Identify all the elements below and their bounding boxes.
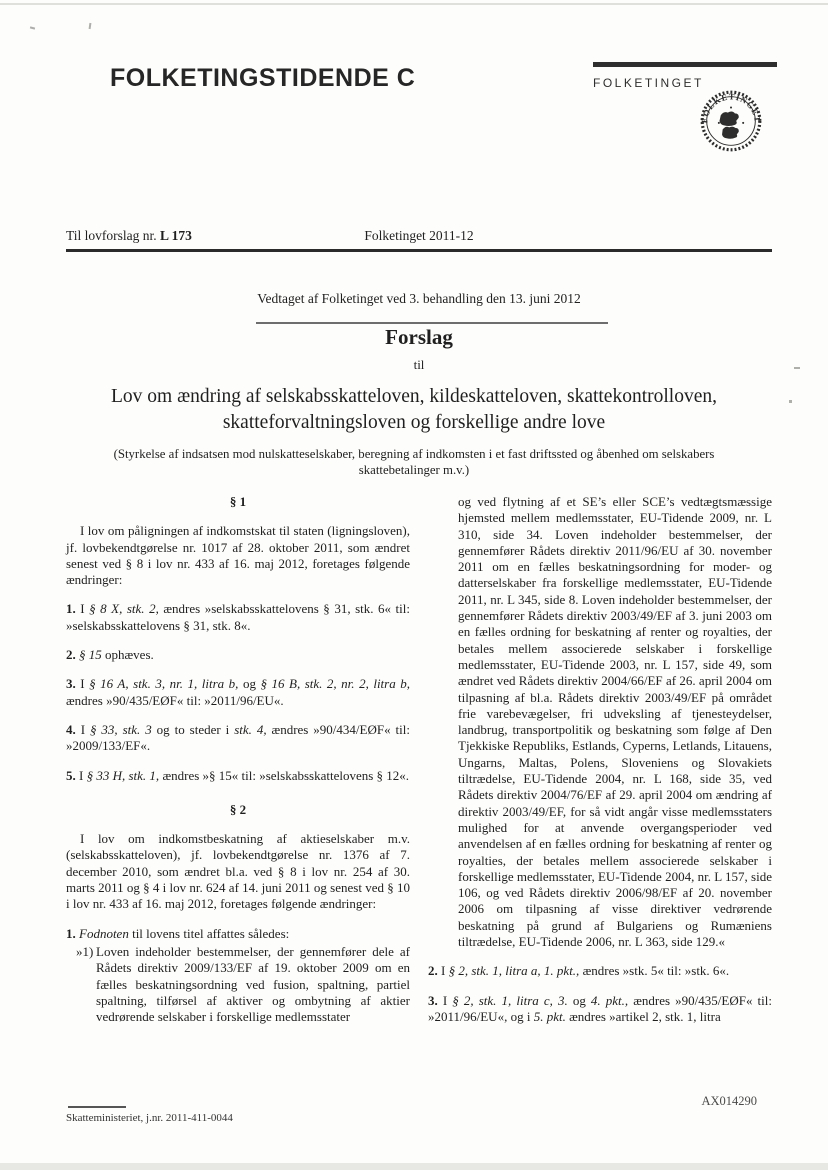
seal-text: FOLKETINGET bbox=[699, 91, 763, 124]
scan-artifact bbox=[789, 400, 792, 403]
section-1-intro: I lov om påligningen af indkomstskat til staten (ligningsloven), jf. lovbekendtgørelse nr. 1017 af 28. oktober 2011, som ændret senest ved § 8 i lov nr. 433 af 16. maj 2012, foretages følgende ændringer: bbox=[66, 523, 410, 588]
ministry-reference: Skatteministeriet, j.nr. 2011-411-0044 bbox=[66, 1112, 233, 1124]
document-code: AX014290 bbox=[701, 1094, 757, 1108]
section-2-intro: I lov om indkomstbeskatning af aktieselskaber m.v. (selskabsskatteloven), jf. lovbekendtgørelse nr. 1376 af 7. december 2010, som ændret bl.a. ved § 8 i lov nr. 254 af 30. marts 2011 og § 4 i lov nr. 624 af 14. juni 2011 og senest ved § 10 i lov nr. 433 af 16. maj 2012, foretages følgende ændringer: bbox=[66, 831, 410, 912]
scan-edge-strip bbox=[0, 1163, 828, 1170]
amendment-item: 2. I § 2, stk. 1, litra a, 1. pkt., ændres »stk. 5« til: »stk. 6«. bbox=[428, 963, 730, 979]
publisher-label: FOLKETINGET bbox=[593, 76, 704, 90]
amendment-item: 3. I § 16 A, stk. 3, nr. 1, litra b, og § 16 B, stk. 2, nr. 2, litra b, ændres »90/435/EØF« til: »2011/96/EU«. bbox=[66, 676, 410, 708]
amendment-item: 1. I § 8 X, stk. 2, ændres »selskabsskattelovens § 31, stk. 6« til: »selskabsskattelovens § 31, stk. 8«. bbox=[66, 601, 410, 633]
session-label: Folketinget 2011-12 bbox=[364, 228, 474, 243]
amendment-item: 5. I § 33 H, stk. 1, ændres »§ 15« til: »selskabsskattelovens § 12«. bbox=[66, 767, 410, 783]
section-1-heading: § 1 bbox=[229, 494, 247, 509]
scan-artifact bbox=[89, 23, 92, 29]
footer-rule bbox=[68, 1106, 126, 1108]
title-divider-line bbox=[256, 322, 608, 324]
law-title: Lov om ændring af selskabsskatteloven, kildeskatteloven, skattekontrolloven, skatteforvaltningsloven og forskellige andre love bbox=[110, 386, 717, 433]
amendment-item: 3. I § 2, stk. 1, litra c, 3. og 4. pkt., ændres »90/435/EØF« til: »2011/96/EU«, og i 5. pkt. ændres »artikel 2, stk. 1, litra bbox=[428, 992, 773, 1024]
masthead-title: FOLKETINGSTIDENDE C bbox=[110, 64, 416, 92]
proposal-connector: til bbox=[413, 357, 425, 372]
amendment-item: 1. Fodnoten til lovens titel affattes således: bbox=[66, 925, 290, 941]
law-subtitle: (Styrkelse af indsatsen mod nulskatteselskaber, beregning af indkomsten i et fast driftssted og åbenhed om selskabers skattebetalinger m.v.) bbox=[113, 447, 715, 477]
bill-reference-prefix: Til lovforslag nr. bbox=[66, 228, 157, 243]
footnote-marker: »1) bbox=[76, 943, 94, 959]
seal-lions-crest bbox=[718, 107, 744, 139]
header-bar bbox=[593, 62, 777, 67]
scan-edge-line bbox=[0, 3, 828, 5]
body-columns bbox=[66, 494, 772, 1025]
scan-artifact bbox=[30, 26, 35, 29]
header-rule bbox=[66, 249, 772, 252]
section-2-heading: § 2 bbox=[229, 801, 247, 817]
bill-number: L 173 bbox=[160, 228, 192, 243]
scan-artifact bbox=[794, 367, 800, 369]
footnote-block bbox=[66, 944, 410, 1025]
amendment-item: 2. § 15 ophæves. bbox=[66, 647, 154, 663]
amendment-item: 4. I § 33, stk. 3 og to steder i stk. 4, ændres »90/434/EØF« til: »2009/133/EF«. bbox=[66, 721, 410, 754]
footnote-text: Loven indeholder bestemmelser, der gennemfører dele af Rådets direktiv 2009/133/EF af 19. oktober 2009 om en fælles beskatningsordning ved fusion, spaltning, partiel spaltning, tilførsel af aktiver og ombytning af aktier vedrørende selskaber i forskellige medlemsstater bbox=[96, 943, 410, 1025]
footnote-continuation: og ved flytning af et SE’s eller SCE’s vedtægtsmæssige hjemsted mellem medlemsstater, EU-Tidende 2009, nr. L 310, side 34. Loven indeholder bestemmelser, der gennemfører Rådets direktiv 2011/96/EU af 30. november 2011 om en fælles beskatningsordning for moder- og datterselskaber fra forskellige medlemsstater, EU-Tidende 2011, nr. L 345, side 8. Loven indeholder bestemmelser, der gennemfører Rådets direktiv 2003/49/EF af 3. juni 2003 om en fælles ordning for beskatning af renter og royalties, der betales mellem associerede selskaber i forskellige medlemsstater, EU-Tidende 2003, nr. L 157, side 49, som ændret ved Rådets direktiv 2004/66/EF af 26. april 2004 om tilpasning af bl.a. Rådets direktiv 2003/49/EF på området frie varebevægelser, fri udveksling af tjenesteydelser, landbrug, transportpolitik og beskatning som følge af Den Tjekkiske Republiks, Estlands, Cyperns, Letlands, Litauens, Ungarns, Maltas, Polens, Sloveniens og Slovakiets tiltrædelse, EU-Tidende 2004, nr. L 168, side 35, ved Rådets direktiv 2004/76/EF af 29. april 2004 om ændring af direktiv 2003/49/EF, for så vidt angår visse medlemsstaters mulighed for at anvende overgangsperioder ved anvendelsen af en fælles ordning for beskatning af renter og royalties, der betales mellem associerede selskaber i forskellige medlemsstater, EU-Tidende 2004, nr. L 157, side 106, og ved Rådets direktiv 2006/98/EF af 20. november 2006 om tilpasning af visse direktiver vedrørende beskatning på grund af Bulgariens og Rumæniens tiltrædelse, EU-Tidende 2006, nr. L 363, side 129.« bbox=[458, 494, 772, 950]
left-column bbox=[66, 494, 410, 1025]
right-column bbox=[428, 494, 772, 1025]
adoption-line: Vedtaget af Folketinget ved 3. behandling den 13. juni 2012 bbox=[257, 291, 581, 306]
folketinget-seal-icon bbox=[699, 89, 763, 153]
proposal-heading: Forslag bbox=[385, 325, 453, 349]
